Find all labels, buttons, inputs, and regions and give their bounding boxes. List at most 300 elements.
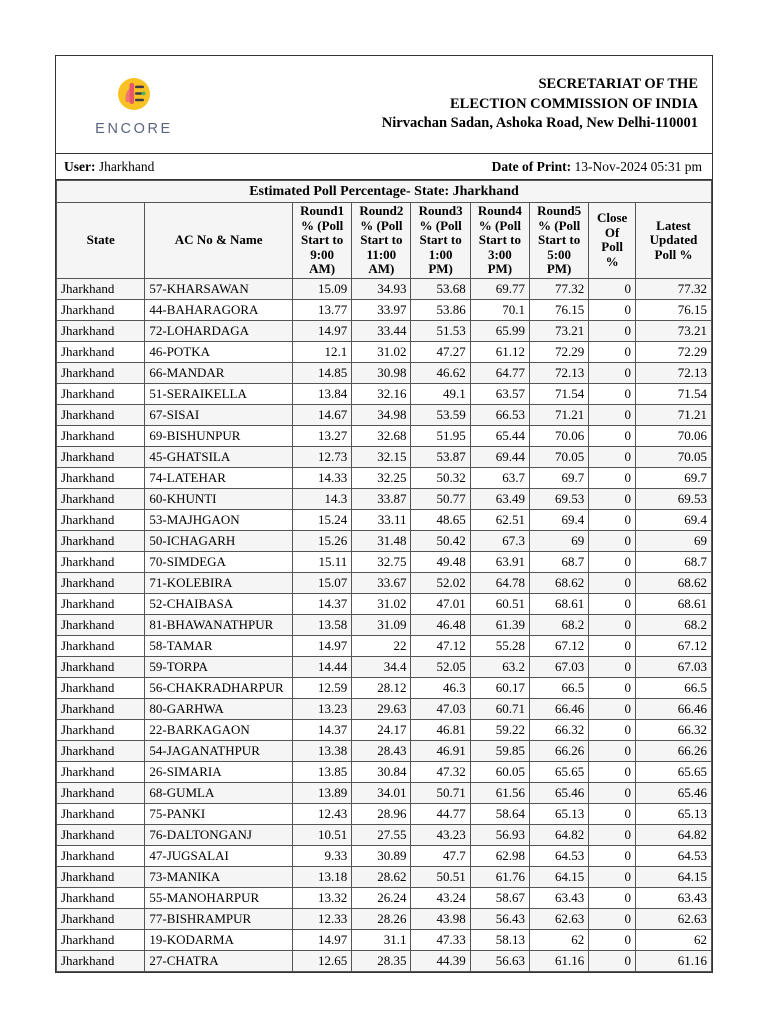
cell-round4: 58.64 <box>470 803 529 824</box>
cell-round4: 63.2 <box>470 656 529 677</box>
table-row <box>57 887 712 908</box>
cell-round5: 70.06 <box>529 425 588 446</box>
cell-round1: 15.07 <box>292 572 351 593</box>
cell-round3: 53.87 <box>411 446 470 467</box>
cell-state: Jharkhand <box>57 299 145 320</box>
cell-round4: 61.39 <box>470 614 529 635</box>
cell-round5: 72.13 <box>529 362 588 383</box>
cell-round2: 31.48 <box>352 530 411 551</box>
cell-ac-no-and-name: 76-DALTONGANJ <box>145 824 293 845</box>
cell-round3: 49.1 <box>411 383 470 404</box>
cell-round3: 53.86 <box>411 299 470 320</box>
cell-round1: 12.59 <box>292 677 351 698</box>
cell-ac-no-and-name: 56-CHAKRADHARPUR <box>145 677 293 698</box>
table-row <box>57 383 712 404</box>
table-row <box>57 299 712 320</box>
cell-round5: 76.15 <box>529 299 588 320</box>
cell-round3: 47.33 <box>411 929 470 950</box>
cell-close-of-poll: 0 <box>589 551 636 572</box>
cell-state: Jharkhand <box>57 488 145 509</box>
cell-round3: 50.42 <box>411 530 470 551</box>
table-row <box>57 404 712 425</box>
table-row <box>57 593 712 614</box>
cell-round5: 69.53 <box>529 488 588 509</box>
cell-round3: 50.32 <box>411 467 470 488</box>
cell-round1: 13.38 <box>292 740 351 761</box>
cell-round3: 43.98 <box>411 908 470 929</box>
cell-ac-no-and-name: 51-SERAIKELLA <box>145 383 293 404</box>
cell-ac-no-and-name: 27-CHATRA <box>145 950 293 971</box>
cell-ac-no-and-name: 68-GUMLA <box>145 782 293 803</box>
table-row <box>57 488 712 509</box>
cell-close-of-poll: 0 <box>589 950 636 971</box>
table-row <box>57 950 712 971</box>
cell-ac-no-and-name: 22-BARKAGAON <box>145 719 293 740</box>
cell-round3: 52.05 <box>411 656 470 677</box>
cell-ac-no-and-name: 50-ICHAGARH <box>145 530 293 551</box>
cell-round3: 51.53 <box>411 320 470 341</box>
cell-state: Jharkhand <box>57 530 145 551</box>
cell-close-of-poll: 0 <box>589 803 636 824</box>
cell-round3: 46.91 <box>411 740 470 761</box>
cell-state: Jharkhand <box>57 761 145 782</box>
cell-round2: 33.97 <box>352 299 411 320</box>
cell-ac-no-and-name: 70-SIMDEGA <box>145 551 293 572</box>
cell-ac-no-and-name: 66-MANDAR <box>145 362 293 383</box>
cell-latest-updated-poll: 69 <box>636 530 712 551</box>
cell-close-of-poll: 0 <box>589 404 636 425</box>
cell-round4: 65.99 <box>470 320 529 341</box>
cell-round5: 72.29 <box>529 341 588 362</box>
cell-round2: 34.93 <box>352 278 411 299</box>
cell-round3: 52.02 <box>411 572 470 593</box>
cell-round5: 65.65 <box>529 761 588 782</box>
cell-round4: 61.12 <box>470 341 529 362</box>
cell-ac-no-and-name: 72-LOHARDAGA <box>145 320 293 341</box>
cell-close-of-poll: 0 <box>589 530 636 551</box>
cell-round4: 63.91 <box>470 551 529 572</box>
report-header <box>56 56 712 154</box>
header-latest-updated-poll: Latest Updated Poll % <box>636 203 712 279</box>
cell-ac-no-and-name: 58-TAMAR <box>145 635 293 656</box>
cell-state: Jharkhand <box>57 929 145 950</box>
cell-round3: 50.71 <box>411 782 470 803</box>
cell-close-of-poll: 0 <box>589 614 636 635</box>
cell-round4: 55.28 <box>470 635 529 656</box>
cell-round1: 15.26 <box>292 530 351 551</box>
cell-ac-no-and-name: 67-SISAI <box>145 404 293 425</box>
table-body <box>57 278 712 971</box>
cell-round1: 15.09 <box>292 278 351 299</box>
cell-close-of-poll: 0 <box>589 656 636 677</box>
cell-state: Jharkhand <box>57 740 145 761</box>
cell-round2: 26.24 <box>352 887 411 908</box>
cell-state: Jharkhand <box>57 320 145 341</box>
cell-round1: 15.11 <box>292 551 351 572</box>
cell-close-of-poll: 0 <box>589 383 636 404</box>
cell-state: Jharkhand <box>57 425 145 446</box>
cell-close-of-poll: 0 <box>589 719 636 740</box>
cell-round1: 14.67 <box>292 404 351 425</box>
cell-close-of-poll: 0 <box>589 908 636 929</box>
cell-ac-no-and-name: 53-MAJHGAON <box>145 509 293 530</box>
table-row <box>57 845 712 866</box>
cell-latest-updated-poll: 67.12 <box>636 635 712 656</box>
cell-round3: 47.7 <box>411 845 470 866</box>
table-row <box>57 656 712 677</box>
cell-round5: 64.15 <box>529 866 588 887</box>
cell-close-of-poll: 0 <box>589 320 636 341</box>
cell-state: Jharkhand <box>57 677 145 698</box>
cell-round5: 65.13 <box>529 803 588 824</box>
cell-latest-updated-poll: 72.13 <box>636 362 712 383</box>
table-row <box>57 551 712 572</box>
cell-round4: 62.98 <box>470 845 529 866</box>
cell-round1: 12.33 <box>292 908 351 929</box>
cell-close-of-poll: 0 <box>589 572 636 593</box>
user-info <box>64 159 323 175</box>
cell-round5: 68.2 <box>529 614 588 635</box>
cell-close-of-poll: 0 <box>589 824 636 845</box>
cell-round2: 34.01 <box>352 782 411 803</box>
cell-round5: 66.46 <box>529 698 588 719</box>
cell-round3: 43.24 <box>411 887 470 908</box>
table-row <box>57 467 712 488</box>
cell-round4: 63.57 <box>470 383 529 404</box>
cell-round1: 14.3 <box>292 488 351 509</box>
cell-round4: 66.53 <box>470 404 529 425</box>
cell-round2: 28.96 <box>352 803 411 824</box>
cell-close-of-poll: 0 <box>589 635 636 656</box>
cell-round5: 69.7 <box>529 467 588 488</box>
cell-round3: 50.51 <box>411 866 470 887</box>
cell-round1: 12.1 <box>292 341 351 362</box>
cell-round5: 68.61 <box>529 593 588 614</box>
cell-round2: 32.75 <box>352 551 411 572</box>
cell-round3: 46.48 <box>411 614 470 635</box>
cell-ac-no-and-name: 19-KODARMA <box>145 929 293 950</box>
cell-round1: 14.37 <box>292 719 351 740</box>
cell-state: Jharkhand <box>57 698 145 719</box>
cell-round1: 12.73 <box>292 446 351 467</box>
cell-latest-updated-poll: 69.53 <box>636 488 712 509</box>
cell-close-of-poll: 0 <box>589 362 636 383</box>
cell-round2: 30.98 <box>352 362 411 383</box>
cell-state: Jharkhand <box>57 341 145 362</box>
table-row <box>57 341 712 362</box>
cell-round1: 13.58 <box>292 614 351 635</box>
cell-round1: 13.32 <box>292 887 351 908</box>
cell-latest-updated-poll: 62 <box>636 929 712 950</box>
cell-round4: 62.51 <box>470 509 529 530</box>
cell-latest-updated-poll: 72.29 <box>636 341 712 362</box>
cell-round3: 47.03 <box>411 698 470 719</box>
cell-round5: 62.63 <box>529 908 588 929</box>
encore-logo <box>56 73 206 137</box>
cell-round1: 13.23 <box>292 698 351 719</box>
cell-round3: 46.62 <box>411 362 470 383</box>
cell-round1: 15.24 <box>292 509 351 530</box>
cell-close-of-poll: 0 <box>589 677 636 698</box>
cell-state: Jharkhand <box>57 803 145 824</box>
header-ac-no-and-name: AC No & Name <box>145 203 293 279</box>
cell-ac-no-and-name: 80-GARHWA <box>145 698 293 719</box>
cell-ac-no-and-name: 74-LATEHAR <box>145 467 293 488</box>
cell-round5: 77.32 <box>529 278 588 299</box>
cell-round4: 59.22 <box>470 719 529 740</box>
cell-latest-updated-poll: 62.63 <box>636 908 712 929</box>
cell-close-of-poll: 0 <box>589 782 636 803</box>
cell-state: Jharkhand <box>57 446 145 467</box>
cell-ac-no-and-name: 52-CHAIBASA <box>145 593 293 614</box>
cell-ac-no-and-name: 71-KOLEBIRA <box>145 572 293 593</box>
cell-round3: 47.32 <box>411 761 470 782</box>
cell-round2: 33.87 <box>352 488 411 509</box>
cell-close-of-poll: 0 <box>589 341 636 362</box>
cell-round4: 60.51 <box>470 593 529 614</box>
cell-latest-updated-poll: 66.26 <box>636 740 712 761</box>
cell-close-of-poll: 0 <box>589 446 636 467</box>
cell-latest-updated-poll: 73.21 <box>636 320 712 341</box>
cell-round5: 62 <box>529 929 588 950</box>
cell-round5: 69.4 <box>529 509 588 530</box>
cell-round1: 13.77 <box>292 299 351 320</box>
cell-latest-updated-poll: 67.03 <box>636 656 712 677</box>
cell-round3: 47.27 <box>411 341 470 362</box>
cell-latest-updated-poll: 64.15 <box>636 866 712 887</box>
cell-round2: 28.43 <box>352 740 411 761</box>
cell-round5: 73.21 <box>529 320 588 341</box>
cell-round3: 51.95 <box>411 425 470 446</box>
cell-state: Jharkhand <box>57 383 145 404</box>
cell-round3: 49.48 <box>411 551 470 572</box>
cell-latest-updated-poll: 71.54 <box>636 383 712 404</box>
table-row <box>57 698 712 719</box>
cell-ac-no-and-name: 55-MANOHARPUR <box>145 887 293 908</box>
cell-state: Jharkhand <box>57 824 145 845</box>
cell-round1: 14.97 <box>292 320 351 341</box>
cell-latest-updated-poll: 65.65 <box>636 761 712 782</box>
cell-round1: 13.89 <box>292 782 351 803</box>
cell-state: Jharkhand <box>57 908 145 929</box>
cell-latest-updated-poll: 76.15 <box>636 299 712 320</box>
cell-state: Jharkhand <box>57 635 145 656</box>
cell-round2: 32.25 <box>352 467 411 488</box>
cell-round2: 33.44 <box>352 320 411 341</box>
cell-state: Jharkhand <box>57 614 145 635</box>
cell-state: Jharkhand <box>57 467 145 488</box>
cell-state: Jharkhand <box>57 551 145 572</box>
cell-round1: 14.97 <box>292 635 351 656</box>
cell-round5: 63.43 <box>529 887 588 908</box>
table-row <box>57 719 712 740</box>
cell-latest-updated-poll: 68.7 <box>636 551 712 572</box>
cell-state: Jharkhand <box>57 719 145 740</box>
cell-round2: 28.26 <box>352 908 411 929</box>
table-row <box>57 677 712 698</box>
cell-round3: 44.77 <box>411 803 470 824</box>
cell-round4: 56.43 <box>470 908 529 929</box>
table-row <box>57 530 712 551</box>
cell-round4: 61.56 <box>470 782 529 803</box>
table-row <box>57 446 712 467</box>
user-label: User: <box>64 158 96 174</box>
cell-round4: 56.93 <box>470 824 529 845</box>
cell-round1: 14.37 <box>292 593 351 614</box>
cell-round3: 47.01 <box>411 593 470 614</box>
cell-ac-no-and-name: 69-BISHUNPUR <box>145 425 293 446</box>
cell-round4: 61.76 <box>470 866 529 887</box>
org-line-3: Nirvachan Sadan, Ashoka Road, New Delhi-110001 <box>381 115 698 132</box>
cell-round5: 67.03 <box>529 656 588 677</box>
cell-ac-no-and-name: 26-SIMARIA <box>145 761 293 782</box>
print-date-info <box>323 159 704 175</box>
cell-ac-no-and-name: 44-BAHARAGORA <box>145 299 293 320</box>
cell-ac-no-and-name: 57-KHARSAWAN <box>145 278 293 299</box>
cell-latest-updated-poll: 70.05 <box>636 446 712 467</box>
cell-round3: 53.68 <box>411 278 470 299</box>
table-row <box>57 803 712 824</box>
cell-latest-updated-poll: 77.32 <box>636 278 712 299</box>
cell-round5: 66.5 <box>529 677 588 698</box>
cell-round1: 12.43 <box>292 803 351 824</box>
cell-round2: 27.55 <box>352 824 411 845</box>
cell-close-of-poll: 0 <box>589 425 636 446</box>
organisation-block <box>206 75 712 134</box>
cell-close-of-poll: 0 <box>589 698 636 719</box>
table-title-row <box>57 181 712 203</box>
cell-round5: 64.53 <box>529 845 588 866</box>
header-close-of-poll: Close Of Poll % <box>589 203 636 279</box>
cell-round1: 13.27 <box>292 425 351 446</box>
cell-round4: 60.05 <box>470 761 529 782</box>
table-title: Estimated Poll Percentage- State: Jharkhand <box>57 181 712 203</box>
cell-state: Jharkhand <box>57 278 145 299</box>
table-row <box>57 824 712 845</box>
table-row <box>57 362 712 383</box>
cell-close-of-poll: 0 <box>589 488 636 509</box>
cell-close-of-poll: 0 <box>589 761 636 782</box>
cell-round5: 61.16 <box>529 950 588 971</box>
cell-ac-no-and-name: 75-PANKI <box>145 803 293 824</box>
cell-state: Jharkhand <box>57 656 145 677</box>
cell-round4: 56.63 <box>470 950 529 971</box>
cell-ac-no-and-name: 45-GHATSILA <box>145 446 293 467</box>
header-round2: Round2 % (Poll Start to 11:00 AM) <box>352 203 411 279</box>
cell-round5: 70.05 <box>529 446 588 467</box>
table-row <box>57 929 712 950</box>
header-state: State <box>57 203 145 279</box>
cell-round3: 50.77 <box>411 488 470 509</box>
cell-state: Jharkhand <box>57 845 145 866</box>
header-round5: Round5 % (Poll Start to 5:00 PM) <box>529 203 588 279</box>
header-round4: Round4 % (Poll Start to 3:00 PM) <box>470 203 529 279</box>
table-row <box>57 866 712 887</box>
cell-latest-updated-poll: 65.46 <box>636 782 712 803</box>
cell-round2: 22 <box>352 635 411 656</box>
cell-latest-updated-poll: 71.21 <box>636 404 712 425</box>
encore-wordmark: ENCORE <box>95 120 173 137</box>
cell-round5: 71.54 <box>529 383 588 404</box>
cell-round5: 71.21 <box>529 404 588 425</box>
cell-round2: 33.67 <box>352 572 411 593</box>
cell-state: Jharkhand <box>57 404 145 425</box>
cell-round3: 48.65 <box>411 509 470 530</box>
cell-latest-updated-poll: 64.82 <box>636 824 712 845</box>
cell-latest-updated-poll: 66.32 <box>636 719 712 740</box>
cell-ac-no-and-name: 54-JAGANATHPUR <box>145 740 293 761</box>
cell-close-of-poll: 0 <box>589 278 636 299</box>
cell-round3: 44.39 <box>411 950 470 971</box>
cell-latest-updated-poll: 68.62 <box>636 572 712 593</box>
cell-round2: 31.02 <box>352 593 411 614</box>
cell-round5: 66.32 <box>529 719 588 740</box>
date-of-print-label: Date of Print: <box>491 158 572 174</box>
cell-round1: 14.97 <box>292 929 351 950</box>
cell-round5: 66.26 <box>529 740 588 761</box>
cell-latest-updated-poll: 63.43 <box>636 887 712 908</box>
cell-round1: 14.85 <box>292 362 351 383</box>
org-line-1: SECRETARIAT OF THE <box>538 76 698 93</box>
cell-round2: 28.12 <box>352 677 411 698</box>
cell-state: Jharkhand <box>57 572 145 593</box>
cell-round5: 64.82 <box>529 824 588 845</box>
cell-round2: 31.02 <box>352 341 411 362</box>
cell-round1: 14.33 <box>292 467 351 488</box>
table-row <box>57 278 712 299</box>
cell-round2: 32.16 <box>352 383 411 404</box>
table-row <box>57 572 712 593</box>
table-row <box>57 782 712 803</box>
cell-round2: 31.1 <box>352 929 411 950</box>
table-row <box>57 614 712 635</box>
cell-round2: 34.4 <box>352 656 411 677</box>
cell-latest-updated-poll: 68.2 <box>636 614 712 635</box>
meta-row <box>56 154 712 180</box>
cell-round3: 46.3 <box>411 677 470 698</box>
cell-round2: 28.62 <box>352 866 411 887</box>
cell-round4: 63.49 <box>470 488 529 509</box>
cell-round4: 69.44 <box>470 446 529 467</box>
cell-round4: 64.77 <box>470 362 529 383</box>
cell-round5: 69 <box>529 530 588 551</box>
cell-round1: 9.33 <box>292 845 351 866</box>
cell-latest-updated-poll: 61.16 <box>636 950 712 971</box>
cell-round4: 60.71 <box>470 698 529 719</box>
user-value: Jharkhand <box>98 158 155 174</box>
cell-state: Jharkhand <box>57 866 145 887</box>
cell-state: Jharkhand <box>57 950 145 971</box>
table-row <box>57 320 712 341</box>
cell-close-of-poll: 0 <box>589 887 636 908</box>
cell-round2: 30.84 <box>352 761 411 782</box>
cell-close-of-poll: 0 <box>589 740 636 761</box>
table-row <box>57 908 712 929</box>
cell-close-of-poll: 0 <box>589 593 636 614</box>
cell-round1: 10.51 <box>292 824 351 845</box>
cell-ac-no-and-name: 59-TORPA <box>145 656 293 677</box>
cell-round3: 43.23 <box>411 824 470 845</box>
cell-ac-no-and-name: 46-POTKA <box>145 341 293 362</box>
cell-latest-updated-poll: 69.4 <box>636 509 712 530</box>
cell-round2: 33.11 <box>352 509 411 530</box>
cell-round5: 68.62 <box>529 572 588 593</box>
cell-round3: 46.81 <box>411 719 470 740</box>
cell-close-of-poll: 0 <box>589 467 636 488</box>
cell-latest-updated-poll: 66.46 <box>636 698 712 719</box>
cell-latest-updated-poll: 66.5 <box>636 677 712 698</box>
cell-latest-updated-poll: 64.53 <box>636 845 712 866</box>
